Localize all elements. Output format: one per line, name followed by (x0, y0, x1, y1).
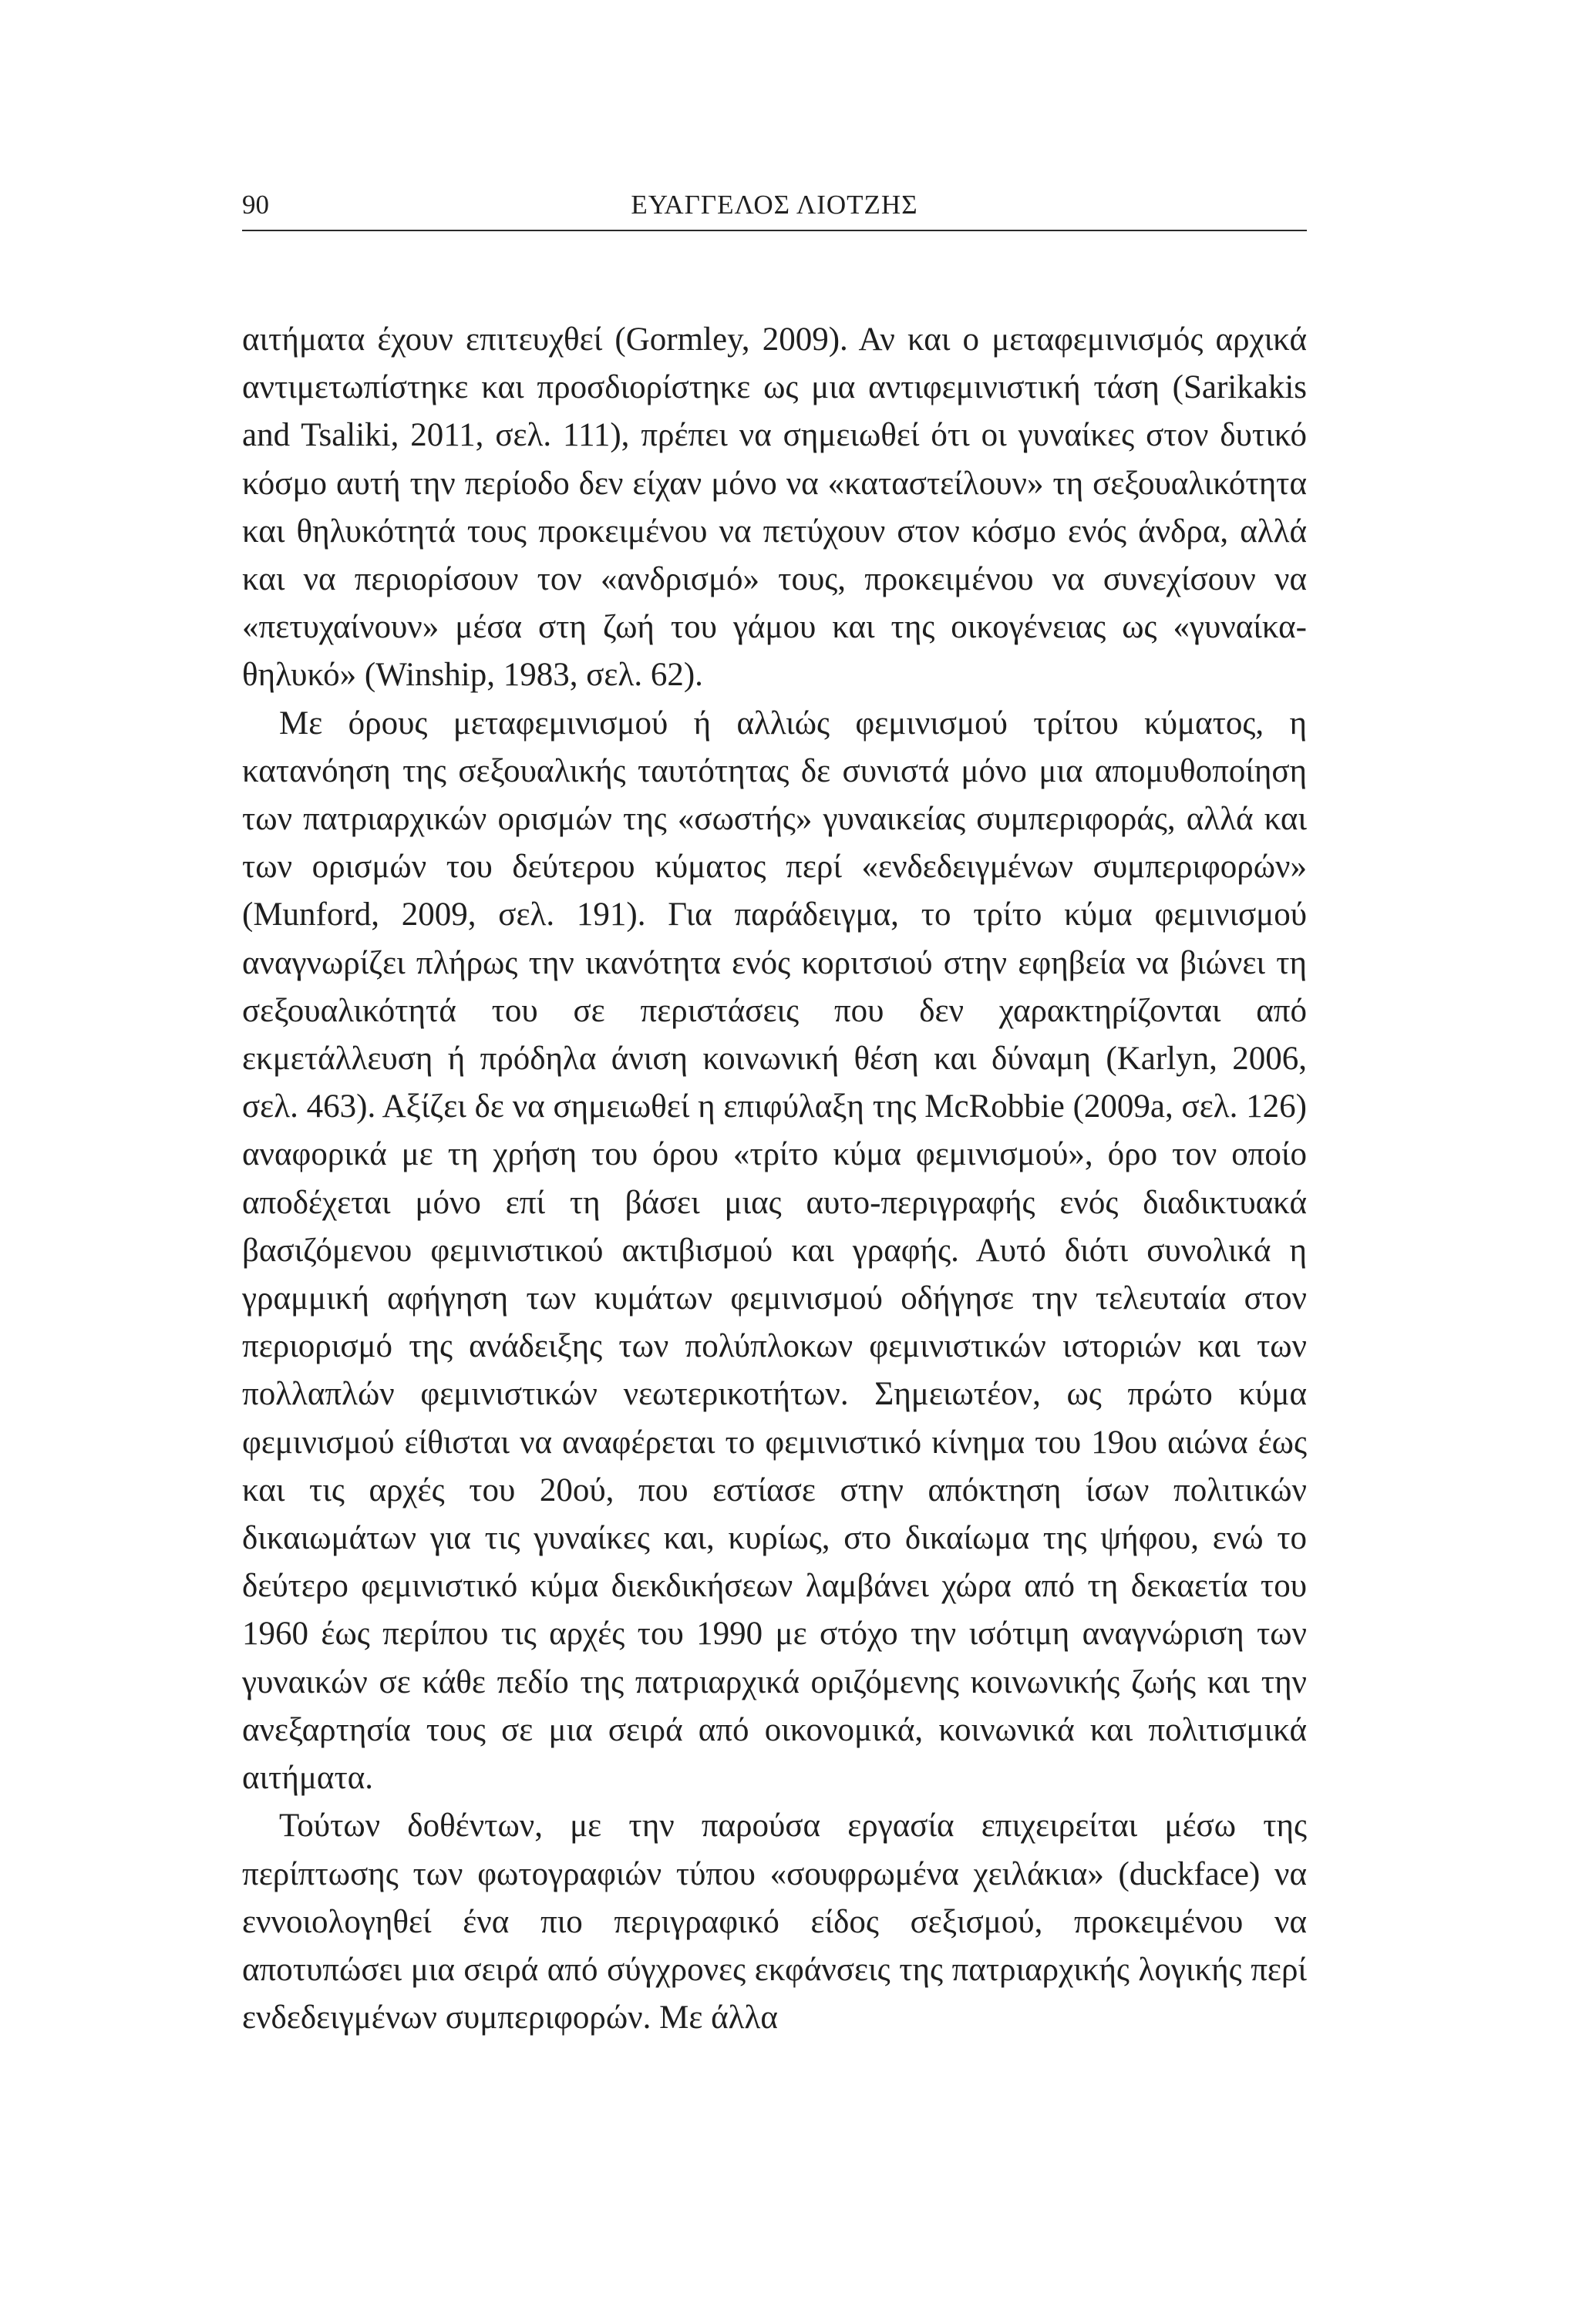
page-number: 90 (242, 190, 269, 220)
paragraph-third-wave: Με όρους μεταφεμινισμού ή αλλιώς φεμινισμού τρίτου κύματος, η κατανόηση της σεξουαλικής ταυτότητας δε συνιστά μόνο μια απομυθοποίηση των πατριαρχικών ορισμών της «σωστής» γυναικείας συμπεριφοράς, αλλά και των ορισμών του δεύτερου κύματος περί «ενδεδειγμένων συμπεριφορών» (Munford, 2009, σελ. 191). Για παράδειγμα, το τρίτο κύμα φεμινισμού αναγνωρίζει πλήρως την ικανότητα ενός κοριτσιού στην εφηβεία να βιώνει τη σεξουαλικότητά του σε περιστάσεις που δεν χαρακτηρίζονται από εκμετάλλευση ή πρόδηλα άνιση κοινωνική θέση και δύναμη (Karlyn, 2006, σελ. 463). Αξίζει δε να σημειωθεί η επιφύλαξη της McRobbie (2009a, σελ. 126) αναφορικά με τη χρήση του όρου «τρίτο κύμα φεμινισμού», όρο τον οποίο αποδέχεται μόνο επί τη βάσει μιας αυτο-περιγραφής ενός διαδικτυακά βασιζόμενου φεμινιστικού ακτιβισμού και γραφής. Αυτό διότι συνολικά η γραμμική αφήγηση των κυμάτων φεμινισμού οδήγησε την τελευταία στον περιορισμό της ανάδειξης των πολύπλοκων φεμινιστικών ιστοριών και των πολλαπλών φεμινιστικών νεωτερικοτήτων. Σημειωτέον, ως πρώτο κύμα φεμινισμού είθισται να αναφέρεται το φεμινιστικό κίνημα του 19ου αιώνα έως και τις αρχές του 20ού, που εστίασε στην απόκτηση ίσων πολιτικών δικαιωμάτων για τις γυναίκες και, κυρίως, στο δικαίωμα της ψήφου, ενώ το δεύτερο φεμινιστικό κύμα διεκδικήσεων λαμβάνει χώρα από τη δεκαετία του 1960 έως περίπου τις αρχές του 1990 με στόχο την ισότιμη αναγνώριση των γυναικών σε κάθε πεδίο της πατριαρχικά οριζόμενης κοινωνικής ζωής και την ανεξαρτησία τους σε μια σειρά από οικονομικά, κοινωνικά και πολιτισμικά αιτήματα. (242, 705, 1307, 1797)
header-rule (242, 230, 1307, 231)
body-text (242, 316, 1307, 2042)
paragraph-continued: αιτήματα έχουν επιτευχθεί (Gormley, 2009). Αν και ο μεταφεμινισμός αρχικά αντιμετωπίστηκε και προσδιορίστηκε ως μια αντιφεμινιστική τάση (Sarikakis and Tsaliki, 2011, σελ. 111), πρέπει να σημειωθεί ότι οι γυναίκες στον δυτικό κόσμο αυτή την περίοδο δεν είχαν μόνο να «καταστείλουν» τη σεξουαλικότητα και θηλυκότητά τους προκειμένου να πετύχουν στον κόσμο ενός άνδρα, αλλά και να περιορίσουν τον «ανδρισμό» τους, προκειμένου να συνεχίσουν να «πετυχαίνουν» μέσα στη ζωή του γάμου και της οικογένειας ως «γυναίκα-θηλυκό» (Winship, 1983, σελ. 62). (242, 321, 1307, 694)
paragraph-duckface: Τούτων δοθέντων, με την παρούσα εργασία επιχειρείται μέσω της περίπτωσης των φωτογραφιών τύπου «σουφρωμένα χειλάκια» (duckface) να εννοιολογηθεί ένα πιο περιγραφικό είδος σεξισμού, προκειμένου να αποτυπώσει μια σειρά από σύγχρονες εκφάνσεις της πατριαρχικής λογικής περί ενδεδειγμένων συμπεριφορών. Με άλλα (242, 1808, 1307, 2036)
running-header (242, 190, 1307, 220)
running-title: ΕΥΑΓΓΕΛΟΣ ΛΙΟΤΖΗΣ (631, 190, 918, 220)
